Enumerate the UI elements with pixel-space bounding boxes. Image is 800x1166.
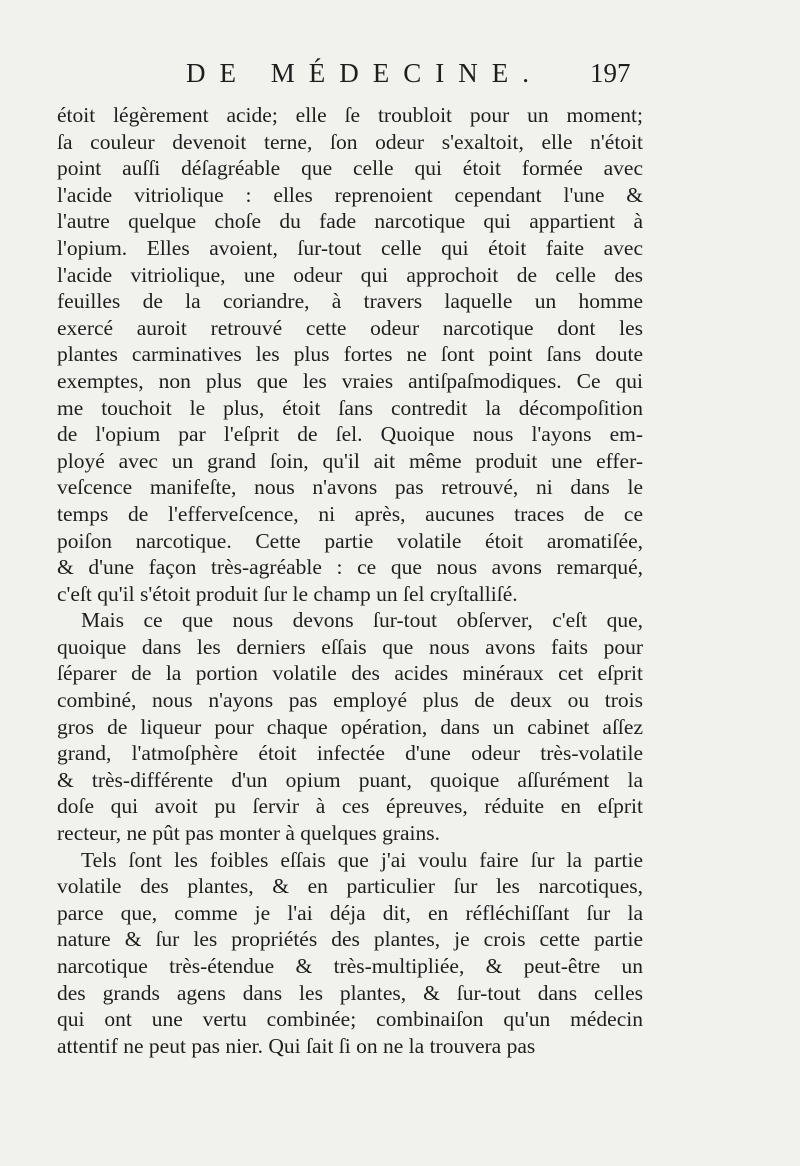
text-line: gros de liqueur pour chaque opération, dans un cabinet aſſez [57,714,643,739]
text-line: qui ont une vertu combinée; combinaiſon qu'un médecin [57,1007,643,1032]
text-line: ployé avec un grand ſoin, qu'il ait même produit une effer- [57,448,643,473]
text-line: point auſſi déſagréable que celle qui étoit formée avec [57,156,643,181]
running-title: DE MÉDECINE. [186,58,543,88]
body-text [57,102,643,1059]
text-line: de l'opium par l'eſprit de ſel. Quoique nous l'ayons em- [57,422,643,447]
text-line: volatile des plantes, & en particulier ſur les narcotiques, [57,874,643,899]
text-line: poiſon narcotique. Cette partie volatile étoit aromatiſée, [57,528,643,553]
text-line: me touchoit le plus, étoit ſans contredit la décompoſition [57,395,643,420]
text-line: l'acide vitriolique, une odeur qui approchoit de celle des [57,262,643,287]
text-line: exercé auroit retrouvé cette odeur narcotique dont les [57,315,643,340]
text-line: nature & ſur les propriétés des plantes, je crois cette partie [57,927,643,952]
paragraph [57,102,643,607]
text-line: l'acide vitriolique : elles reprenoient cependant l'une & [57,182,643,207]
text-line: feuilles de la coriandre, à travers laquelle un homme [57,289,643,314]
text-line: l'opium. Elles avoient, ſur-tout celle qui étoit faite avec [57,235,643,260]
text-line: parce que, comme je l'ai déja dit, en réfléchiſſant ſur la [57,900,643,925]
text-line: narcotique très-étendue & très-multipliée, & peut-être un [57,954,643,978]
text-line: combiné, nous n'ayons pas employé plus de deux ou trois [57,688,643,713]
text-line: c'eſt qu'il s'étoit produit ſur le champ un ſel cryſtalliſé. [57,581,518,606]
text-line: l'autre quelque choſe du fade narcotique qui appartient à [57,209,643,234]
text-line: recteur, ne pût pas monter à quelques grains. [57,821,441,846]
text-line: attentif ne peut pas nier. Qui ſait ſi on ne la trouvera pas [57,1033,536,1058]
text-line: veſcence manifeſte, nous n'avons pas retrouvé, ni dans le [57,475,643,500]
paragraph [57,847,643,1060]
text-line: quoique dans les derniers eſſais que nous avons faits pour [57,634,643,659]
text-line: ſéparer de la portion volatile des acides minéraux cet eſprit [57,661,643,686]
text-line: des grands agens dans les plantes, & ſur-tout dans celles [57,980,643,1005]
text-line: & très-différente d'un opium puant, quoique aſſurément la [57,767,643,792]
text-line: doſe qui avoit pu ſervir à ces épreuves, réduite en eſprit [57,794,643,819]
text-line: temps de l'efferveſcence, ni après, aucunes traces de ce [57,501,643,526]
text-line: Tels ſont les foibles eſſais que j'ai voulu faire ſur la partie [81,847,643,872]
text-line: & d'une façon très-agréable : ce que nous avons remarqué, [57,555,643,580]
text-line: exemptes, non plus que les vraies antiſpaſmodiques. Ce qui [57,368,643,393]
text-line: grand, l'atmoſphère étoit infectée d'une odeur très-volatile [57,741,643,766]
text-line: plantes carminatives les plus fortes ne ſont point ſans doute [57,342,643,367]
paragraph [57,607,643,846]
page-header [0,58,800,98]
text-line: étoit légèrement acide; elle ſe troubloit pour un moment; [57,103,643,127]
page-number: 197 [590,58,631,88]
text-line: Mais ce que nous devons ſur-tout obſerver, c'eſt que, [81,608,643,633]
text-line: ſa couleur devenoit terne, ſon odeur s'exaltoit, elle n'étoit [57,129,643,154]
